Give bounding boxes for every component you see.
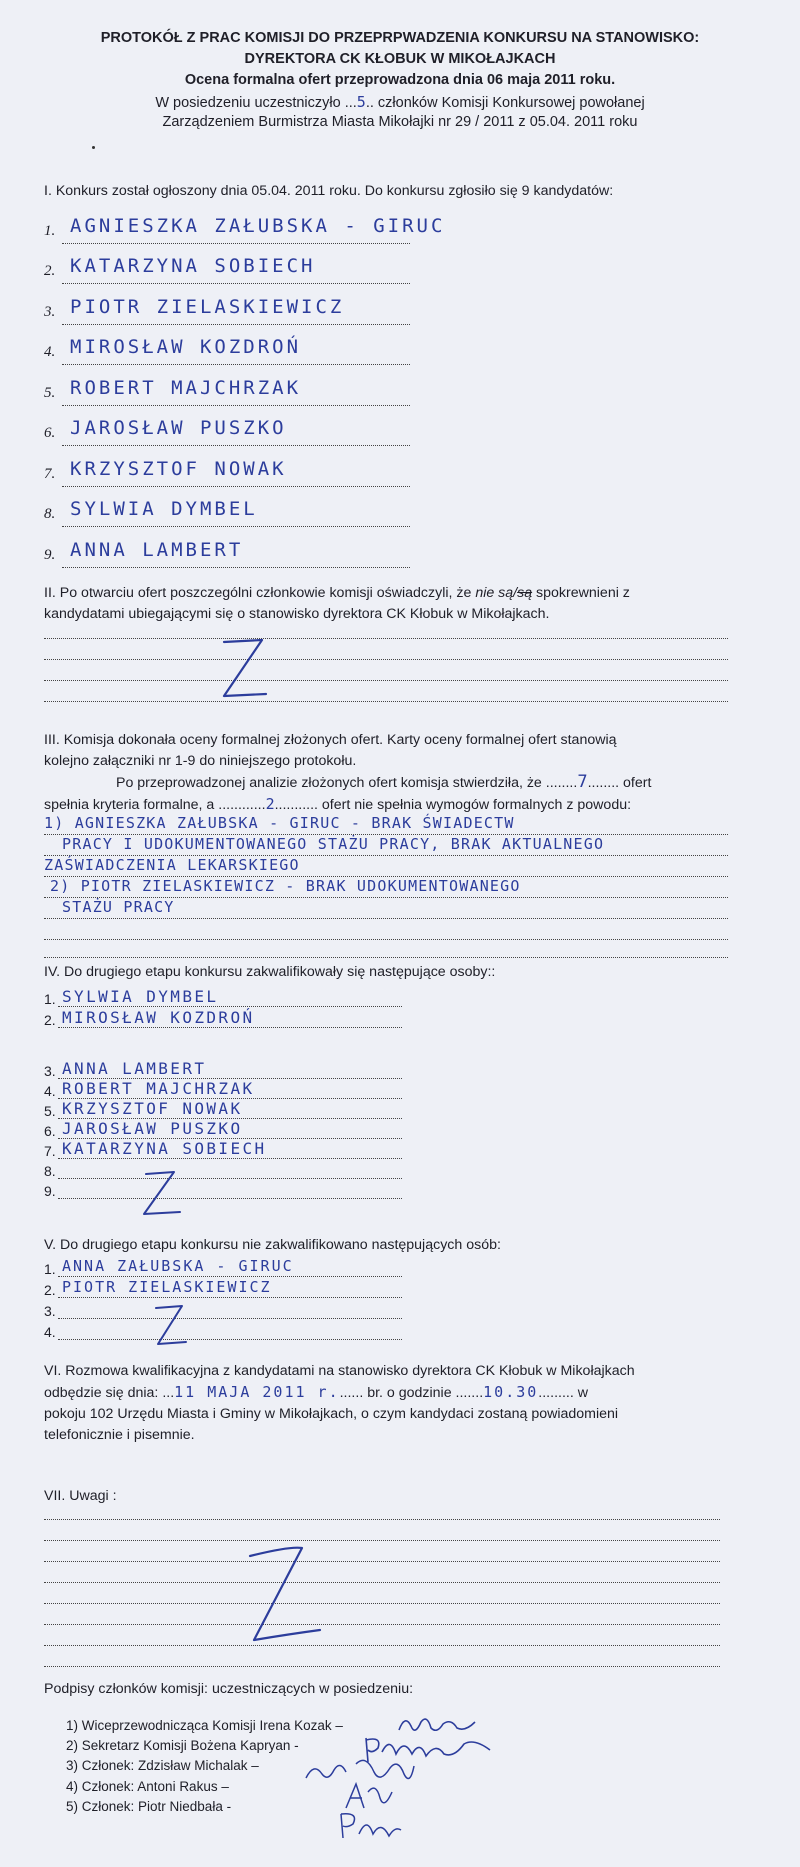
candidate-number: 4. xyxy=(44,344,56,360)
candidate-name: PIOTR ZIELASKIEWICZ xyxy=(70,296,345,318)
candidate-number: 7. xyxy=(44,466,56,482)
remark-line xyxy=(44,1561,720,1562)
qualified-number: 7. xyxy=(44,1143,56,1159)
section2-text: II. Po otwarciu ofert poszczególni członkowie komisji oświadczyli, że nie są/są spokrewnieni z kandydatami ubiegającymi się o stanowisko dyrektora CK Kłobuk w Mikołajkach. xyxy=(44,585,630,622)
header-subtitle: Ocena formalna ofert przeprowadzona dnia 06 maja 2011 roku. xyxy=(184,72,616,88)
header-meeting-line: W posiedzeniu uczestniczyło ...5.. członków Komisji Konkursowej powołanej xyxy=(155,93,645,111)
reason-text: ZAŚWIADCZENIA LEKARSKIEGO xyxy=(44,856,300,874)
z-strike-mark xyxy=(130,1166,190,1226)
section2-line xyxy=(44,638,728,639)
remark-line xyxy=(44,1645,720,1646)
not-qualified-person: ANNA ZAŁUBSKA - GIRUC xyxy=(62,1257,294,1275)
z-strike-mark xyxy=(220,1530,330,1660)
candidate-number: 2. xyxy=(44,263,56,279)
candidate-name: KATARZYNA SOBIECH xyxy=(70,255,316,277)
section2-line xyxy=(44,701,728,702)
invalid-offers-count: 2 xyxy=(265,795,275,813)
remark-line xyxy=(44,1519,720,1520)
remark-line xyxy=(44,1666,720,1667)
qualified-person: JAROSŁAW PUSZKO xyxy=(62,1119,243,1138)
qualified-number: 8. xyxy=(44,1163,56,1179)
stray-dot xyxy=(92,146,95,149)
interview-date: 11 MAJA 2011 r. xyxy=(174,1383,340,1401)
not-qualified-line xyxy=(58,1318,402,1319)
not-qualified-number: 2. xyxy=(44,1282,56,1298)
remark-line xyxy=(44,1624,720,1625)
qualified-number: 1. xyxy=(44,991,56,1007)
not-qualified-number: 3. xyxy=(44,1303,56,1319)
candidate-name: KRZYSZTOF NOWAK xyxy=(70,458,287,480)
signature-member: 1) Wiceprzewodnicząca Komisji Irena Kozak – xyxy=(66,1718,343,1733)
candidate-number: 8. xyxy=(44,506,56,522)
candidate-name: SYLWIA DYMBEL xyxy=(70,498,258,520)
not-qualified-number: 4. xyxy=(44,1324,56,1340)
candidate-line xyxy=(62,364,410,365)
candidate-line xyxy=(62,526,410,527)
candidate-line xyxy=(62,283,410,284)
remark-line xyxy=(44,1582,720,1583)
candidate-line xyxy=(62,445,410,446)
qualified-number: 9. xyxy=(44,1183,56,1199)
reason-line xyxy=(44,957,728,958)
header-title-line1: PROTOKÓŁ Z PRAC KOMISJI DO PRZEPRPWADZENIA KONKURSU NA STANOWISKO: xyxy=(100,30,700,46)
qualified-person: KATARZYNA SOBIECH xyxy=(62,1139,267,1158)
qualified-line xyxy=(58,1198,402,1199)
qualified-person: ROBERT MAJCHRZAK xyxy=(62,1079,255,1098)
not-qualified-line xyxy=(58,1339,402,1340)
candidate-name: JAROSŁAW PUSZKO xyxy=(70,417,287,439)
header-title-line2: DYREKTORA CK KŁOBUK W MIKOŁAJKACH xyxy=(244,51,556,67)
reason-text: 2) PIOTR ZIELASKIEWICZ - BRAK UDOKUMENTOWANEGO xyxy=(50,877,521,895)
not-qualified-line xyxy=(58,1297,402,1298)
candidate-name: ANNA LAMBERT xyxy=(70,539,244,561)
qualified-person: SYLWIA DYMBEL xyxy=(62,987,219,1006)
qualified-line xyxy=(58,1178,402,1179)
qualified-line xyxy=(58,1006,402,1007)
qualified-line xyxy=(58,1027,402,1028)
members-count: 5 xyxy=(356,93,366,111)
section2-line xyxy=(44,680,728,681)
qualified-person: KRZYSZTOF NOWAK xyxy=(62,1099,243,1118)
candidate-number: 5. xyxy=(44,385,56,401)
reason-text: STAŻU PRACY xyxy=(62,898,175,916)
qualified-number: 6. xyxy=(44,1123,56,1139)
signatures-title: Podpisy członków komisji: uczestniczących w posiedzeniu: xyxy=(44,1681,414,1697)
candidate-number: 6. xyxy=(44,425,56,441)
valid-offers-count: 7 xyxy=(577,772,588,792)
section4-intro: IV. Do drugiego etapu konkursu zakwalifikowały się następujące osoby:: xyxy=(44,964,496,980)
reason-text: 1) AGNIESZKA ZAŁUBSKA - GIRUC - BRAK ŚWIADECTW xyxy=(44,814,515,832)
signature-piotr-niedbala xyxy=(335,1806,405,1846)
signature-member: 4) Członek: Antoni Rakus – xyxy=(66,1779,229,1794)
z-strike-mark xyxy=(146,1300,196,1356)
candidate-name: MIROSŁAW KOZDROŃ xyxy=(70,336,302,358)
not-qualified-line xyxy=(58,1276,402,1277)
candidate-name: ROBERT MAJCHRZAK xyxy=(70,377,302,399)
qualified-line xyxy=(58,1158,402,1159)
section2-line xyxy=(44,659,728,660)
candidate-number: 9. xyxy=(44,547,56,563)
signature-member: 5) Członek: Piotr Niedbała - xyxy=(66,1799,232,1814)
qualified-person: MIROSŁAW KOZDROŃ xyxy=(62,1008,255,1027)
candidate-name: AGNIESZKA ZAŁUBSKA - GIRUC xyxy=(70,215,446,237)
not-qualified-person: PIOTR ZIELASKIEWICZ xyxy=(62,1278,272,1296)
section6-text: VI. Rozmowa kwalifikacyjna z kandydatami na stanowisko dyrektora CK Kłobuk w Mikołajkach odbędzie się dnia: ...11 MAJA 2011 r....... br. o godzinie .......10.30......... w pokoju 102 Urzędu Miasta i Gminy w Mikołajkach, o czym kandydaci zostaną powiadomieni telefonicznie i pisemnie. xyxy=(44,1363,635,1443)
signature-member: 2) Sekretarz Komisji Bożena Kapryan - xyxy=(66,1738,299,1753)
candidate-line xyxy=(62,324,410,325)
interview-time: 10.30 xyxy=(483,1383,539,1401)
reason-line xyxy=(44,939,728,940)
qualified-number: 2. xyxy=(44,1012,56,1028)
section1-intro: I. Konkurs został ogłoszony dnia 05.04. 2011 roku. Do konkursu zgłosiło się 9 kandydatów: xyxy=(44,183,614,199)
z-strike-mark xyxy=(200,630,280,710)
section7-title: VII. Uwagi : xyxy=(44,1488,117,1504)
section5-intro: V. Do drugiego etapu konkursu nie zakwalifikowano następujących osób: xyxy=(44,1237,501,1253)
qualified-number: 3. xyxy=(44,1063,56,1079)
candidate-number: 1. xyxy=(44,223,56,239)
header-ordinance-line: Zarządzeniem Burmistrza Miasta Mikołajki nr 29 / 2011 z 05.04. 2011 roku xyxy=(162,114,638,130)
signature-member: 3) Członek: Zdzisław Michalak – xyxy=(66,1758,259,1773)
reason-text: PRACY I UDOKUMENTOWANEGO STAŻU PRACY, BRAK AKTUALNEGO xyxy=(62,835,605,853)
remark-line xyxy=(44,1540,720,1541)
candidate-line xyxy=(62,243,410,244)
remark-line xyxy=(44,1603,720,1604)
not-qualified-number: 1. xyxy=(44,1261,56,1277)
candidate-line xyxy=(62,567,410,568)
qualified-number: 4. xyxy=(44,1083,56,1099)
reason-line xyxy=(44,918,728,919)
qualified-number: 5. xyxy=(44,1103,56,1119)
candidate-line xyxy=(62,486,410,487)
section3-text: III. Komisja dokonała oceny formalnej złożonych ofert. Karty oceny formalnej ofert stanowią kolejno załączniki nr 1-9 do niniejszego protokołu. Po przeprowadzonej analizie złożonych ofert komisja stwierdziła, że ........7........ ofert spełnia kryteria formalne, a ............2........... ofert nie spełnia wymogów formalnych z powodu: xyxy=(44,732,652,813)
candidate-number: 3. xyxy=(44,304,56,320)
candidate-line xyxy=(62,405,410,406)
qualified-person: ANNA LAMBERT xyxy=(62,1059,207,1078)
